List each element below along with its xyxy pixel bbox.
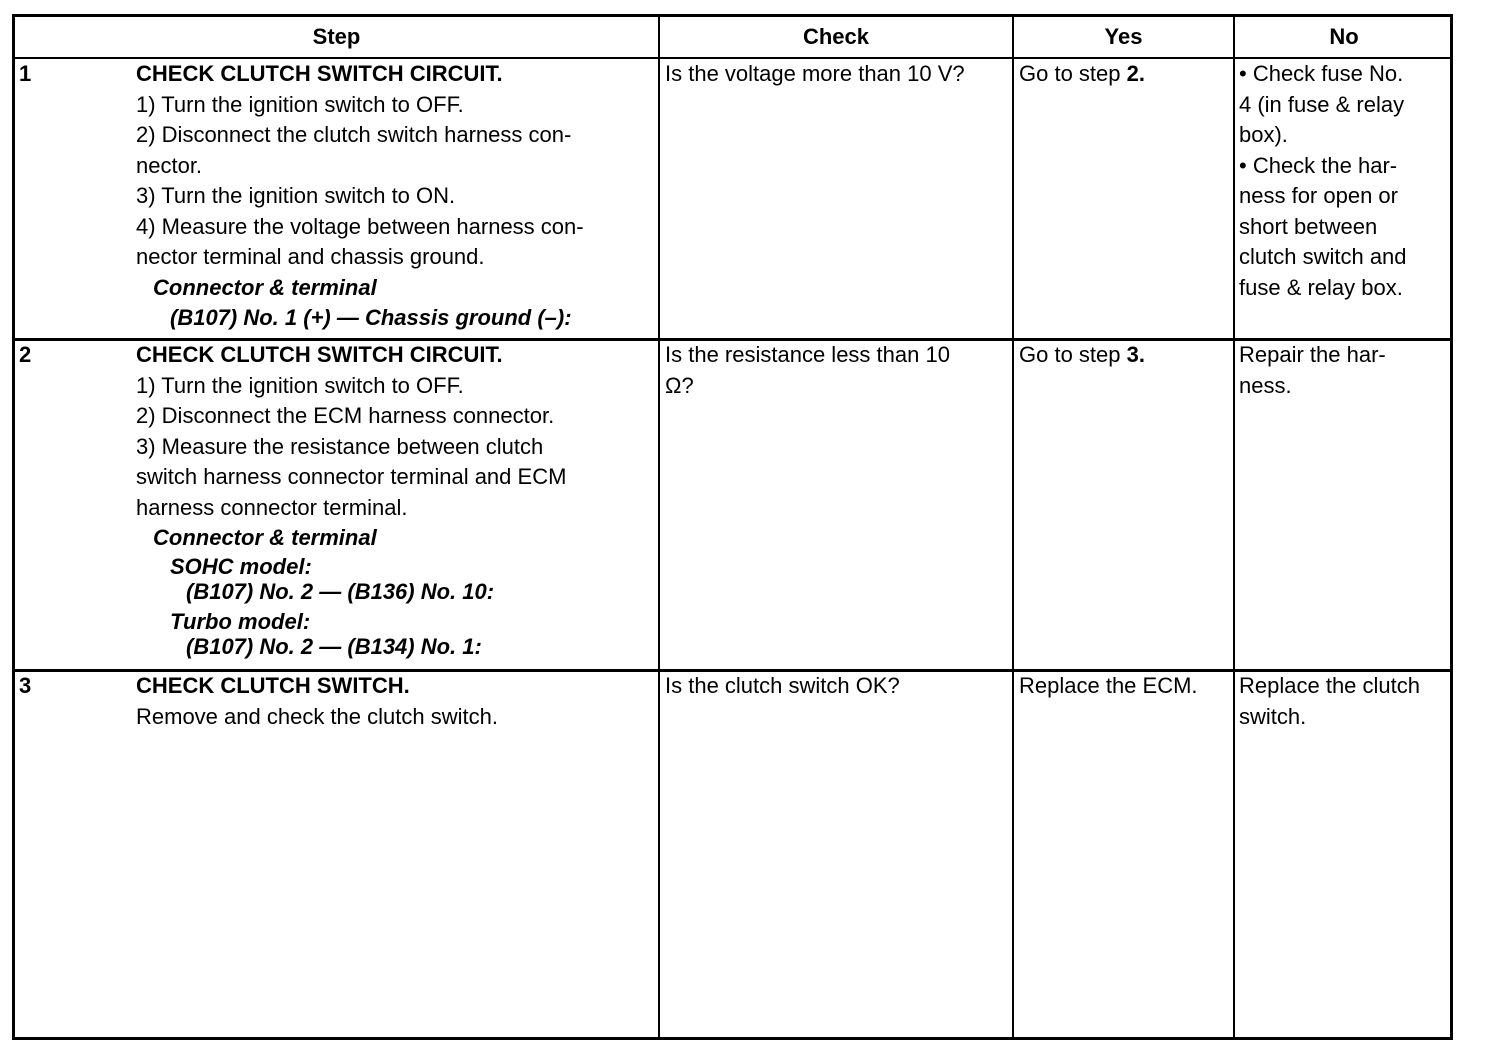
step-title: CHECK CLUTCH SWITCH CIRCUIT. bbox=[136, 61, 503, 86]
check-line: Is the clutch switch OK? bbox=[665, 673, 900, 698]
step-line: nector terminal and chassis ground. bbox=[136, 244, 485, 269]
step-number: 2 bbox=[19, 342, 32, 367]
spec-line: (B107) No. 1 (+) — Chassis ground (–): bbox=[170, 305, 572, 330]
spec-model: Turbo model: bbox=[170, 608, 311, 634]
no-line: switch. bbox=[1239, 703, 1307, 729]
check-line: Is the resistance less than 10 bbox=[665, 342, 950, 367]
spec-line: (B107) No. 2 — (B136) No. 10: bbox=[186, 578, 495, 604]
yes-text: Go to step bbox=[1019, 342, 1121, 367]
step-line: 3) Measure the resistance between clutch bbox=[136, 433, 544, 459]
column-divider bbox=[658, 17, 660, 1037]
no-action bbox=[1239, 340, 1386, 401]
no-action bbox=[1239, 671, 1420, 732]
step-line: 1) Turn the ignition switch to OFF. bbox=[136, 372, 464, 398]
yes-action bbox=[1019, 59, 1145, 90]
yes-action bbox=[1019, 340, 1145, 371]
step-line: 2) Disconnect the clutch switch harness con- bbox=[136, 122, 572, 147]
header-check: Check bbox=[802, 24, 870, 49]
step-line: 4) Measure the voltage between harness con- bbox=[136, 213, 584, 239]
step-line: switch harness connector terminal and ECM bbox=[136, 464, 567, 489]
no-line: fuse & relay box. bbox=[1239, 274, 1403, 300]
step-title: CHECK CLUTCH SWITCH. bbox=[136, 673, 410, 698]
step-number: 1 bbox=[19, 61, 32, 86]
spec-model: SOHC model: bbox=[170, 553, 312, 579]
no-line: ness. bbox=[1239, 372, 1292, 398]
step-line: 1) Turn the ignition switch to OFF. bbox=[136, 91, 464, 117]
step-instructions bbox=[136, 59, 584, 334]
yes-action: Replace the ECM. bbox=[1019, 673, 1198, 698]
spec-heading: Connector & terminal bbox=[153, 525, 377, 550]
header-no: No bbox=[1329, 24, 1359, 49]
yes-step-ref: 3. bbox=[1126, 342, 1145, 367]
step-title: CHECK CLUTCH SWITCH CIRCUIT. bbox=[136, 342, 503, 367]
no-line: Repair the har- bbox=[1239, 342, 1386, 367]
no-line: ness for open or bbox=[1239, 183, 1398, 208]
yes-text: Go to step bbox=[1019, 61, 1121, 86]
no-line: box). bbox=[1239, 122, 1288, 147]
check-question bbox=[665, 340, 950, 401]
header-step: Step bbox=[312, 24, 361, 49]
check-question bbox=[665, 671, 900, 702]
step-instructions bbox=[136, 671, 498, 732]
no-line: short between bbox=[1239, 213, 1378, 239]
step-instructions bbox=[136, 340, 566, 659]
no-line: • Check fuse No. bbox=[1239, 61, 1404, 86]
column-divider bbox=[1012, 17, 1014, 1037]
yes-step-ref: 2. bbox=[1126, 61, 1145, 86]
step-line: 3) Turn the ignition switch to ON. bbox=[136, 183, 456, 208]
no-action bbox=[1239, 59, 1407, 303]
step-line: 2) Disconnect the ECM harness connector. bbox=[136, 403, 555, 428]
spec-line: (B107) No. 2 — (B134) No. 1: bbox=[186, 633, 482, 659]
check-question bbox=[665, 59, 965, 90]
column-divider bbox=[1233, 17, 1235, 1037]
step-line: harness connector terminal. bbox=[136, 494, 408, 520]
no-line: • Check the har- bbox=[1239, 152, 1398, 178]
step-number: 3 bbox=[19, 673, 32, 698]
spec-heading: Connector & terminal bbox=[153, 274, 377, 300]
header-yes: Yes bbox=[1104, 24, 1143, 49]
step-line: Remove and check the clutch switch. bbox=[136, 703, 498, 729]
diagnostic-table bbox=[12, 14, 1453, 1040]
no-line: Replace the clutch bbox=[1239, 673, 1420, 698]
no-line: clutch switch and bbox=[1239, 244, 1407, 269]
check-line: Is the voltage more than 10 V? bbox=[665, 61, 965, 86]
check-line: Ω? bbox=[665, 372, 694, 398]
step-line: nector. bbox=[136, 152, 203, 178]
no-line: 4 (in fuse & relay bbox=[1239, 91, 1405, 117]
